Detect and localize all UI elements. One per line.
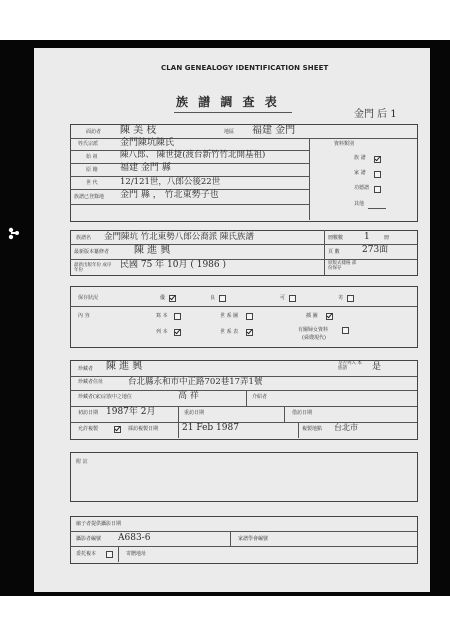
condition-1-label: 良 [210, 295, 216, 301]
divider [70, 163, 310, 164]
content-3-checkbox[interactable] [174, 329, 181, 336]
content-4-label: 世 系 表 [220, 329, 239, 335]
volumes-unit: 冊 [384, 235, 390, 241]
date-value: 民國 75 年 10月 ( 1986 ) [120, 260, 226, 270]
divider [324, 230, 325, 275]
content-5-label: 有關婦女資料 [298, 327, 329, 333]
condition-1-checkbox[interactable] [219, 295, 226, 302]
interviewee-value: 陳 美 枝 [120, 125, 157, 136]
ref-number: 金門 后 1 [354, 109, 397, 120]
divider [70, 306, 417, 307]
address-value: 台北縣永和市中正路702巷17弄1號 [128, 377, 263, 387]
region-value: 福建 金門 [252, 125, 296, 136]
address-label: 珍藏者住址 [78, 379, 104, 385]
divider [70, 390, 417, 391]
surname-label: 姓氏宗派 [78, 141, 99, 147]
date-label: 最新出版年份 成序年份 [74, 263, 112, 273]
divider [298, 422, 299, 438]
ancestor-label: 始 祖 [86, 154, 98, 160]
content-note: (舜嫂現代) [302, 335, 326, 341]
divider [70, 546, 417, 547]
permit-checkbox[interactable] [114, 426, 121, 433]
collector-label: 珍藏者 [78, 366, 94, 372]
content-0-label: 寫 本 [156, 313, 168, 319]
content-0-checkbox[interactable] [174, 313, 181, 320]
genealogy-title-label: 族譜名 [76, 235, 92, 241]
volumes-label: 冊數數 [328, 235, 344, 241]
copy-date-label: 採訪複製日期 [128, 426, 159, 432]
introducer-label: 介紹者 [252, 394, 268, 400]
divider [230, 531, 231, 546]
revisit-label: 重訪日期 [184, 410, 205, 416]
source-item-2-label: 功德譜 [354, 185, 370, 191]
generation-label: 世 代 [86, 180, 98, 186]
ancestor-value: 陳八郎、 陳世捷(渡台新竹竹北開基祖) [120, 150, 266, 160]
divider [178, 406, 179, 438]
divider [118, 546, 119, 562]
form-title: 族 譜 調 查 表 [176, 95, 280, 109]
relation-value: 是 [372, 362, 382, 372]
generation-value: 12/121世，八郎公後22世 [120, 177, 221, 187]
source-item-2-checkbox[interactable] [374, 186, 381, 193]
org-value: 高 祥 [178, 391, 199, 401]
first-visit-label: 初訪日期 [78, 410, 99, 416]
condition-3-label: 劣 [338, 295, 344, 301]
condition-2-checkbox[interactable] [289, 295, 296, 302]
volumes-value: 1 [364, 232, 370, 242]
form-sheet [34, 48, 430, 592]
archive-label: 家譜學會編號 [238, 536, 269, 542]
notes-label: 附 註 [76, 459, 88, 465]
film-value: A683-6 [118, 533, 151, 543]
divider [70, 204, 310, 205]
divider [284, 406, 285, 422]
format-label: 原版式樣格 部份保存 [328, 261, 357, 271]
film-label: 攝影者編號 [76, 536, 102, 542]
editor-label: 最新版本纂修者 [74, 249, 110, 255]
copy-checkbox[interactable] [106, 551, 113, 558]
source-item-0-checkbox[interactable] [374, 156, 381, 163]
pages-value: 273面 [362, 245, 389, 255]
origin-value: 福建 金門 縣 [120, 163, 171, 173]
condition-label: 保存狀況 [78, 295, 99, 301]
binder-clip-icon [6, 226, 20, 240]
report-label: 縮子者提供攝影日期 [76, 521, 122, 527]
content-2-checkbox[interactable] [326, 313, 333, 320]
source-item-3-label: 其他 [354, 201, 365, 207]
genealogy-title-value: 金門陳坑 竹北東勢八郎公裔派 陳氏族譜 [104, 232, 254, 242]
content-1-label: 世 系 圖 [220, 313, 239, 319]
relation-label: 是否列入 本族譜 [338, 361, 362, 371]
content-3-label: 列 本 [156, 329, 168, 335]
mail-label: 寄贈地址 [126, 551, 147, 557]
pages-label: 頁 數 [328, 249, 340, 255]
permit-label: 允許複製 [78, 426, 99, 432]
source-label: 資料類別 [334, 141, 355, 147]
condition-3-checkbox[interactable] [347, 295, 354, 302]
divider [246, 390, 247, 406]
content-label: 內 容 [78, 313, 90, 319]
editor-value: 陳 進 興 [134, 245, 171, 256]
residence-value: 金門 縣 ， 竹北東勢子也 [120, 190, 219, 200]
content-2-label: 插 圖 [306, 313, 318, 319]
section-condition [70, 286, 418, 348]
borrow-label: 借訪日期 [292, 410, 313, 416]
title-underline [174, 112, 292, 113]
condition-2-label: 可 [280, 295, 286, 301]
source-item-1-checkbox[interactable] [374, 171, 381, 178]
surname-value: 金門陳坑陳氏 [120, 138, 175, 148]
other-blank [368, 208, 386, 209]
copy-place-label: 複製地點 [302, 426, 323, 432]
condition-0-checkbox[interactable] [169, 295, 176, 302]
section-notes [70, 452, 418, 502]
copy-date-value: 21 Feb 1987 [182, 423, 239, 433]
content-4-checkbox[interactable] [246, 329, 253, 336]
source-item-0-label: 族 譜 [354, 155, 366, 161]
first-visit-value: 1987年 2月 [106, 407, 156, 417]
collector-value: 陳 進 興 [106, 361, 143, 372]
interviewee-label: 面訪者 [86, 129, 102, 135]
residence-label: 族譜已登錄地 [74, 194, 105, 200]
copy-place-value: 台北市 [334, 423, 358, 432]
section-collector [70, 360, 418, 440]
content-1-checkbox[interactable] [246, 313, 253, 320]
org-label: 珍藏者(家)宗族中之地位 [78, 394, 132, 400]
origin-label: 原 籍 [86, 167, 98, 173]
source-item-1-label: 家 譜 [354, 170, 366, 176]
divider [70, 422, 417, 423]
region-label: 地區 [224, 129, 235, 135]
content-5-checkbox[interactable] [342, 327, 349, 334]
copy-label: 委托複本 [76, 551, 97, 557]
sheet-title: CLAN GENEALOGY IDENTIFICATION SHEET [161, 64, 329, 72]
divider [70, 531, 417, 532]
condition-0-label: 優 [160, 295, 166, 301]
